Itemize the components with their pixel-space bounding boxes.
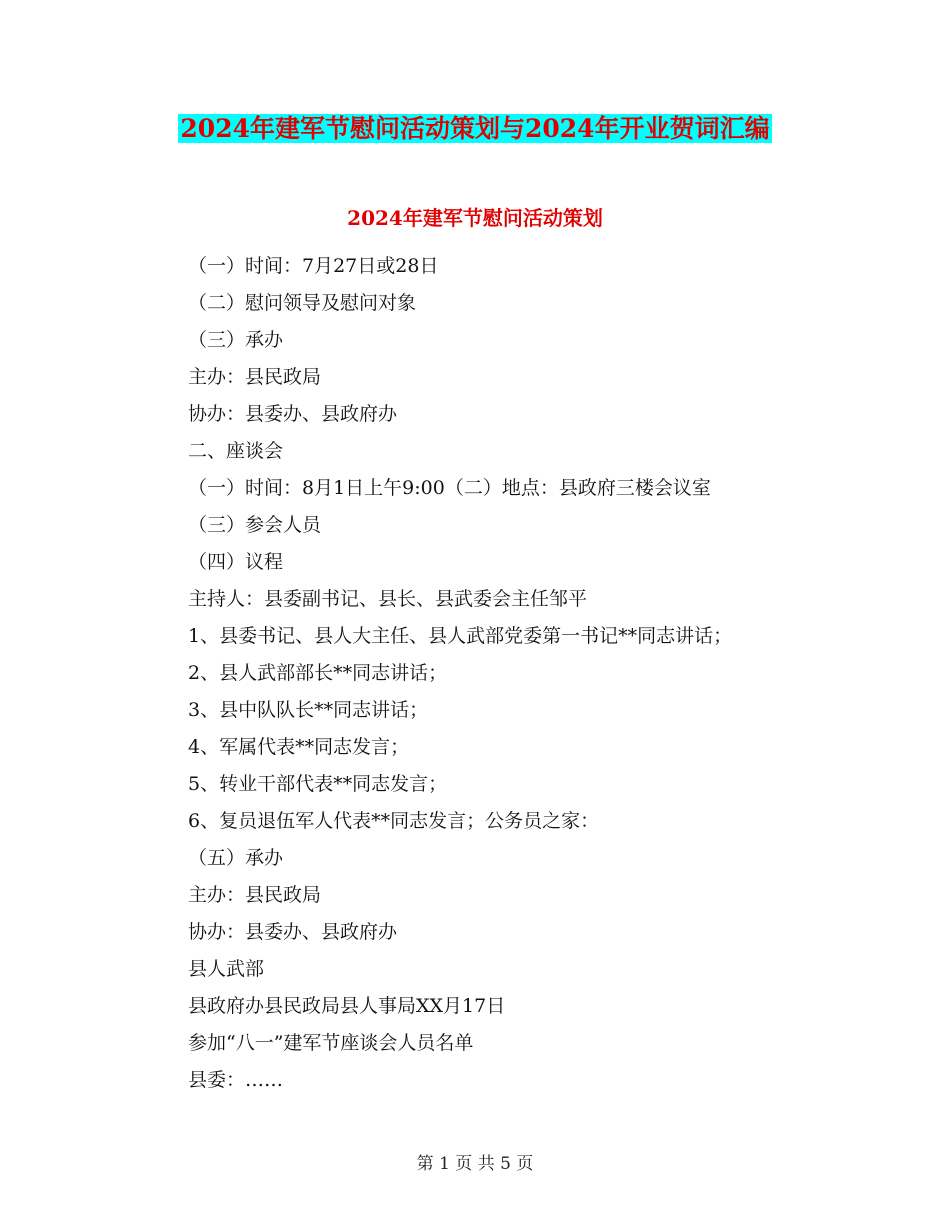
body-line: （五）承办 xyxy=(188,847,284,869)
section-title: 2024年建军节慰问活动策划 xyxy=(347,206,603,230)
body-line: 主办：县民政局 xyxy=(188,366,322,388)
body-line: 二、座谈会 xyxy=(188,440,284,462)
body-line: （二）慰问领导及慰问对象 xyxy=(188,292,417,314)
body-line: 参加“八一”建军节座谈会人员名单 xyxy=(188,1032,474,1054)
body-line: （三）参会人员 xyxy=(188,514,322,536)
document-title xyxy=(0,112,950,146)
body-line: 6、复员退伍军人代表**同志发言；公务员之家： xyxy=(188,810,600,832)
body-line: 协办：县委办、县政府办 xyxy=(188,921,398,943)
body-line: （一）时间：8月1日上午9:00（二）地点：县政府三楼会议室 xyxy=(188,477,711,499)
body-line: （四）议程 xyxy=(188,551,284,573)
body-line: （一）时间：7月27日或28日 xyxy=(188,255,439,277)
body-line: 3、县中队队长**同志讲话； xyxy=(188,699,429,721)
body-line: 4、军属代表**同志发言； xyxy=(188,736,410,758)
body-line: （三）承办 xyxy=(188,329,284,351)
body-line: 县人武部 xyxy=(188,958,265,980)
document-body xyxy=(188,248,908,1099)
body-line: 5、转业干部代表**同志发言； xyxy=(188,773,448,795)
body-line: 主办：县民政局 xyxy=(188,884,322,906)
body-line: 1、县委书记、县人大主任、县人武部党委第一书记**同志讲话； xyxy=(188,625,733,647)
body-line: 协办：县委办、县政府办 xyxy=(188,403,398,425)
body-line: 主持人：县委副书记、县长、县武委会主任邹平 xyxy=(188,588,588,610)
body-line: 县政府办县民政局县人事局XX月17日 xyxy=(188,995,506,1017)
page-footer: 第 1 页 共 5 页 xyxy=(416,1154,534,1174)
body-line: 县委：…… xyxy=(188,1069,284,1091)
document-title-text: 2024年建军节慰问活动策划与2024年开业贺词汇编 xyxy=(180,114,770,143)
body-line: 2、县人武部部长**同志讲话； xyxy=(188,662,448,684)
